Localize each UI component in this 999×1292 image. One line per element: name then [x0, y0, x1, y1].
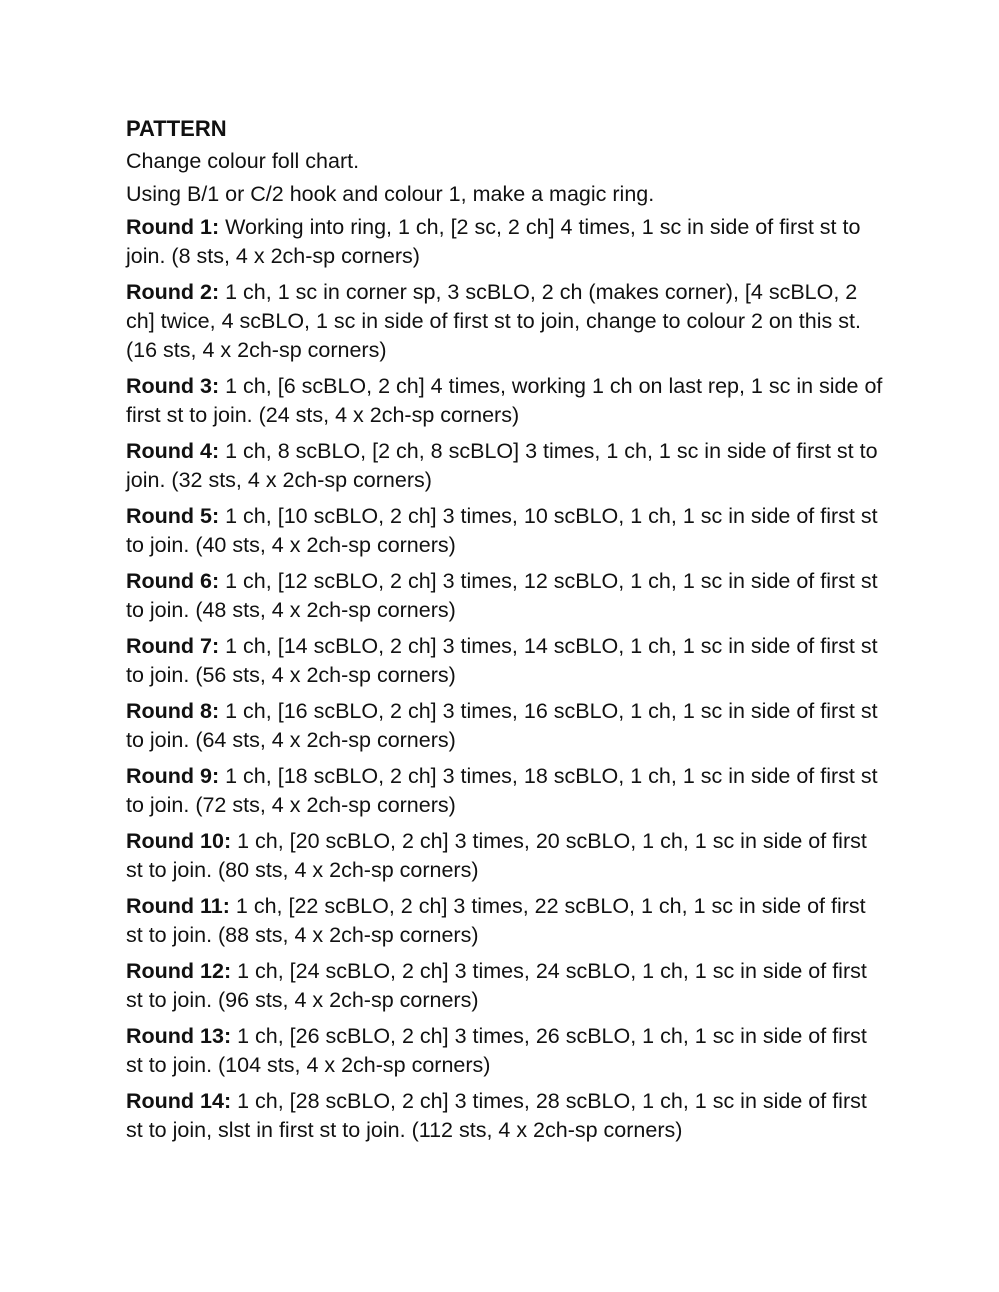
round-text: 1 ch, [18 scBLO, 2 ch] 3 times, 18 scBLO, 1 ch, 1 sc in side of first st to join. (72 sts, 4 x 2ch-sp corners) — [126, 764, 878, 817]
round-text: 1 ch, [20 scBLO, 2 ch] 3 times, 20 scBLO, 1 ch, 1 sc in side of first st to join. (80 sts, 4 x 2ch-sp corners) — [126, 829, 867, 882]
round-text: 1 ch, [22 scBLO, 2 ch] 3 times, 22 scBLO, 1 ch, 1 sc in side of first st to join. (88 sts, 4 x 2ch-sp corners) — [126, 894, 866, 947]
round-label: Round 6: — [126, 569, 220, 593]
round-text: 1 ch, [24 scBLO, 2 ch] 3 times, 24 scBLO, 1 ch, 1 sc in side of first st to join. (96 sts, 4 x 2ch-sp corners) — [126, 959, 867, 1012]
round-instruction — [126, 502, 886, 560]
round-text: 1 ch, [28 scBLO, 2 ch] 3 times, 28 scBLO, 1 ch, 1 sc in side of first st to join, slst in first st to join. (112 sts, 4 x 2ch-sp corners) — [126, 1089, 867, 1142]
round-instruction — [126, 632, 886, 690]
round-instruction — [126, 762, 886, 820]
pattern-heading: PATTERN — [126, 116, 227, 141]
round-instruction — [126, 567, 886, 625]
round-text: 1 ch, [6 scBLO, 2 ch] 4 times, working 1 ch on last rep, 1 sc in side of first st to join. (24 sts, 4 x 2ch-sp corners) — [126, 374, 883, 427]
round-text: 1 ch, [14 scBLO, 2 ch] 3 times, 14 scBLO, 1 ch, 1 sc in side of first st to join. (56 sts, 4 x 2ch-sp corners) — [126, 634, 878, 687]
round-instruction — [126, 827, 886, 885]
round-text: 1 ch, 8 scBLO, [2 ch, 8 scBLO] 3 times, 1 ch, 1 sc in side of first st to join. (32 sts, 4 x 2ch-sp corners) — [126, 439, 878, 492]
round-text: Working into ring, 1 ch, [2 sc, 2 ch] 4 times, 1 sc in side of first st to join. (8 sts, 4 x 2ch-sp corners) — [126, 215, 861, 268]
round-label: Round 8: — [126, 699, 220, 723]
round-instruction — [126, 213, 886, 271]
round-text: 1 ch, [12 scBLO, 2 ch] 3 times, 12 scBLO, 1 ch, 1 sc in side of first st to join. (48 sts, 4 x 2ch-sp corners) — [126, 569, 878, 622]
round-instruction — [126, 892, 886, 950]
round-label: Round 10: — [126, 829, 232, 853]
round-label: Round 11: — [126, 894, 230, 918]
round-label: Round 12: — [126, 959, 232, 983]
round-instruction — [126, 697, 886, 755]
pattern-page — [126, 114, 886, 1152]
round-label: Round 4: — [126, 439, 220, 463]
round-text: 1 ch, [26 scBLO, 2 ch] 3 times, 26 scBLO, 1 ch, 1 sc in side of first st to join. (104 sts, 4 x 2ch-sp corners) — [126, 1024, 867, 1077]
round-text: 1 ch, [16 scBLO, 2 ch] 3 times, 16 scBLO, 1 ch, 1 sc in side of first st to join. (64 sts, 4 x 2ch-sp corners) — [126, 699, 878, 752]
round-label: Round 7: — [126, 634, 220, 658]
rounds-list — [126, 213, 886, 1145]
round-label: Round 3: — [126, 374, 220, 398]
round-instruction — [126, 372, 886, 430]
round-label: Round 2: — [126, 280, 220, 304]
round-label: Round 1: — [126, 215, 220, 239]
round-instruction — [126, 957, 886, 1015]
round-instruction — [126, 278, 886, 365]
intro-line: Change colour foll chart. — [126, 149, 360, 173]
round-instruction — [126, 1087, 886, 1145]
round-label: Round 5: — [126, 504, 220, 528]
round-label: Round 13: — [126, 1024, 232, 1048]
intro-line: Using B/1 or C/2 hook and colour 1, make a magic ring. — [126, 182, 655, 206]
round-label: Round 14: — [126, 1089, 232, 1113]
round-label: Round 9: — [126, 764, 220, 788]
round-text: 1 ch, 1 sc in corner sp, 3 scBLO, 2 ch (makes corner), [4 scBLO, 2 ch] twice, 4 scBLO, 1 sc in side of first st to join, change to colour 2 on this st. (16 sts, 4 x 2ch-sp corners) — [126, 280, 861, 362]
round-instruction — [126, 1022, 886, 1080]
round-instruction — [126, 437, 886, 495]
round-text: 1 ch, [10 scBLO, 2 ch] 3 times, 10 scBLO, 1 ch, 1 sc in side of first st to join. (40 sts, 4 x 2ch-sp corners) — [126, 504, 878, 557]
